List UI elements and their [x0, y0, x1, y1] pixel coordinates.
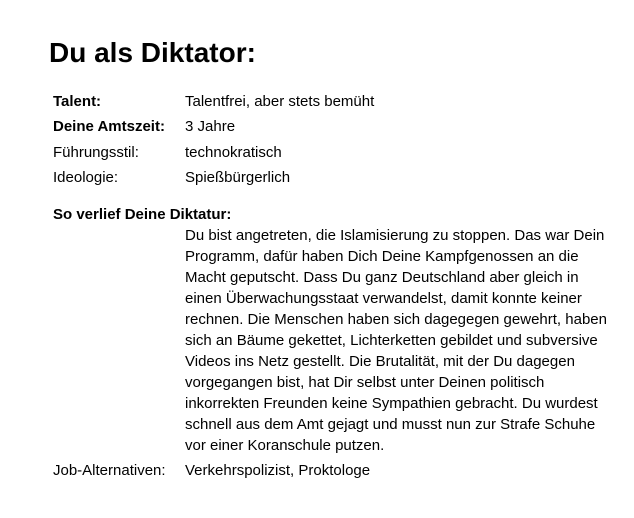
profile-label-ideologie: Ideologie:	[53, 169, 119, 187]
job-alternatives-value: Verkehrspolizist, Proktologe	[185, 462, 371, 479]
job-alternatives-label: Job-Alternativen:	[53, 462, 166, 479]
job-alternatives-row	[53, 460, 370, 481]
profile-value-amtszeit: 3 Jahre	[185, 118, 236, 136]
profile-label-talent: Talent:	[53, 93, 102, 110]
profile-table	[53, 91, 374, 188]
story-paragraph: Du bist angetreten, die Islamisierung zu stoppen. Das war Dein Programm, dafür haben Dich Deine Kampfgenossen an die Macht geputscht. Dass Du ganz Deutschland aber gleich in einen Überwachungsstaat verwandelst, damit konnte keiner rechnen. Die Menschen haben sich dagegegen gewehrt, haben sich an Bäume gekettet, Lichterketten gebildet und subversive Videos ins Netz gestellt. Die Brutalität, mit der Du dagegen vorgegangen bist, hat Dir selbst unter Deinen politisch inkorrekten Freunden keine Sympathien gebracht. Du wurdest schnell aus dem Amt gejagt und musst nun zur Strafe Schuhe vor einer Koranschule putzen.	[185, 227, 607, 454]
profile-label-amtszeit: Deine Amtszeit:	[53, 118, 165, 136]
page-title: Du als Diktator:	[49, 37, 256, 68]
profile-value-talent: Talentfrei, aber stets bemüht	[185, 93, 375, 110]
profile-value-ideologie: Spießbürgerlich	[185, 169, 291, 187]
profile-value-fuehrungsstil: technokratisch	[185, 143, 282, 161]
profile-label-fuehrungsstil: Führungsstil:	[53, 143, 139, 161]
story-heading: So verlief Deine Diktatur:	[53, 206, 232, 223]
